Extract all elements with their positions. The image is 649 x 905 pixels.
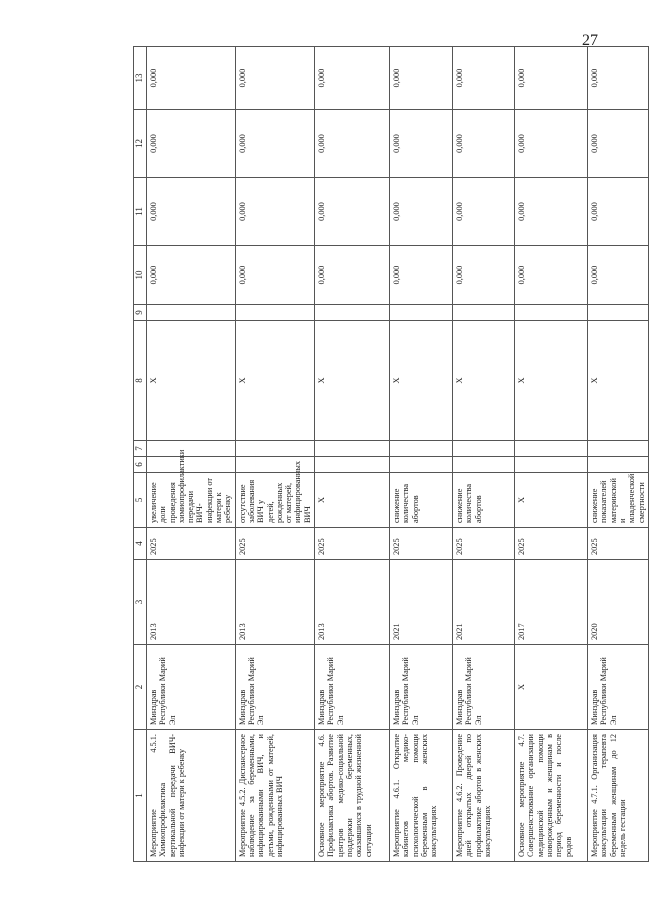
col7-cell: [315, 441, 390, 457]
col-number: 6: [134, 457, 147, 473]
value-col13: 0,000: [390, 47, 453, 110]
col9-cell: [147, 305, 236, 321]
value-col13: 0,000: [453, 47, 515, 110]
measure-name: Мероприятие 4.5.2. Диспансерное наблюдение за беременными, инфицированными ВИЧ, и детьми, рожденными от матерей, инфицированных ВИЧ: [235, 730, 314, 862]
value-col13: 0,000: [515, 47, 588, 110]
expected-result: снижение количества абортов: [390, 473, 453, 528]
table-row: [390, 47, 453, 862]
col-number: 10: [134, 246, 147, 305]
expected-result: снижение показателей материнской и младенческой смертности: [588, 473, 649, 528]
value-col11: 0,000: [453, 178, 515, 246]
col6-cell: [453, 457, 515, 473]
value-col12: 0,000: [453, 110, 515, 178]
rotated-table-container: [133, 47, 646, 862]
end-year: 2025: [147, 528, 236, 560]
value-col12: 0,000: [588, 110, 649, 178]
col7-cell: [515, 441, 588, 457]
start-year: 2021: [390, 560, 453, 645]
col9-cell: [588, 305, 649, 321]
value-col11: 0,000: [147, 178, 236, 246]
page-number: 27: [582, 32, 598, 49]
col9-cell: [235, 305, 314, 321]
value-col10: 0,000: [453, 246, 515, 305]
col-number: 9: [134, 305, 147, 321]
col7-cell: [235, 441, 314, 457]
x-mark: X: [147, 321, 236, 441]
col9-cell: [453, 305, 515, 321]
value-col12: 0,000: [315, 110, 390, 178]
value-col12: 0,000: [515, 110, 588, 178]
value-col11: 0,000: [588, 178, 649, 246]
start-year: 2017: [515, 560, 588, 645]
table-row: [515, 47, 588, 862]
x-mark: X: [588, 321, 649, 441]
value-col11: 0,000: [235, 178, 314, 246]
value-col13: 0,000: [147, 47, 236, 110]
value-col12: 0,000: [235, 110, 314, 178]
start-year: 2013: [147, 560, 236, 645]
value-col13: 0,000: [315, 47, 390, 110]
expected-result: снижение количества абортов: [453, 473, 515, 528]
col6-cell: [147, 457, 236, 473]
value-col10: 0,000: [588, 246, 649, 305]
col-number: 3: [134, 560, 147, 645]
start-year: 2021: [453, 560, 515, 645]
value-col10: 0,000: [315, 246, 390, 305]
measure-name: Мероприятие 4.6.1. Открытие кабинетов медико-психологической помощи беременным в женских консультациях: [390, 730, 453, 862]
executor: Минздрав Республики Марий Эл: [147, 645, 236, 730]
table-row: [235, 47, 314, 862]
end-year: 2025: [515, 528, 588, 560]
col6-cell: [515, 457, 588, 473]
col7-cell: [588, 441, 649, 457]
value-col10: 0,000: [235, 246, 314, 305]
value-col11: 0,000: [515, 178, 588, 246]
col-number: 8: [134, 321, 147, 441]
x-mark: X: [453, 321, 515, 441]
value-col11: 0,000: [390, 178, 453, 246]
table-row: [147, 47, 236, 862]
program-measures-table: [133, 46, 649, 862]
value-col11: 0,000: [315, 178, 390, 246]
table-row: [315, 47, 390, 862]
col7-cell: [453, 441, 515, 457]
measure-name: Мероприятие 4.6.2. Проведение дней открытых дверей по профилактике абортов в женских консультациях: [453, 730, 515, 862]
measure-name: Мероприятие 4.7.1. Организация консультации терапевта беременным женщинам до 12 недель гестации: [588, 730, 649, 862]
expected-result: X: [515, 473, 588, 528]
expected-result: увеличение доли проведения химиопрофилактики передачи ВИЧ-инфекции от матери к ребенку: [147, 473, 236, 528]
col-number: 2: [134, 645, 147, 730]
col9-cell: [390, 305, 453, 321]
col-number: 12: [134, 110, 147, 178]
executor: Минздрав Республики Марий Эл: [315, 645, 390, 730]
expected-result: X: [315, 473, 390, 528]
expected-result: отсутствие заболевания ВИЧ у детей, рожденных от матерей, инфицированных ВИЧ: [235, 473, 314, 528]
col9-cell: [315, 305, 390, 321]
executor: X: [515, 645, 588, 730]
col7-cell: [390, 441, 453, 457]
executor: Минздрав Республики Марий Эл: [235, 645, 314, 730]
end-year: 2025: [390, 528, 453, 560]
value-col10: 0,000: [390, 246, 453, 305]
x-mark: X: [235, 321, 314, 441]
value-col10: 0,000: [147, 246, 236, 305]
column-number-row: [134, 47, 147, 862]
end-year: 2025: [235, 528, 314, 560]
col-number: 5: [134, 473, 147, 528]
col6-cell: [390, 457, 453, 473]
value-col13: 0,000: [588, 47, 649, 110]
col-number: 1: [134, 730, 147, 862]
table-row: [453, 47, 515, 862]
col6-cell: [315, 457, 390, 473]
measure-name: Мероприятие 4.5.1. Химиопрофилактика вертикальной передачи ВИЧ-инфекции от матери к ребенку: [147, 730, 236, 862]
value-col13: 0,000: [235, 47, 314, 110]
col-number: 13: [134, 47, 147, 110]
x-mark: X: [315, 321, 390, 441]
end-year: 2025: [588, 528, 649, 560]
x-mark: X: [515, 321, 588, 441]
x-mark: X: [390, 321, 453, 441]
executor: Минздрав Республики Марий Эл: [453, 645, 515, 730]
end-year: 2025: [315, 528, 390, 560]
start-year: 2020: [588, 560, 649, 645]
col6-cell: [588, 457, 649, 473]
start-year: 2013: [235, 560, 314, 645]
col-number: 11: [134, 178, 147, 246]
measure-name: Основное мероприятие 4.6. Профилактика абортов. Развитие центров медико-социальной поддержки беременных, оказавшихся в трудной жизненной ситуации: [315, 730, 390, 862]
col7-cell: [147, 441, 236, 457]
table-row: [588, 47, 649, 862]
start-year: 2013: [315, 560, 390, 645]
executor: Минздрав Республики Марий Эл: [588, 645, 649, 730]
col-number: 4: [134, 528, 147, 560]
executor: Минздрав Республики Марий Эл: [390, 645, 453, 730]
end-year: 2025: [453, 528, 515, 560]
value-col12: 0,000: [147, 110, 236, 178]
measure-name: Основное мероприятие 4.7. Совершенствование организации медицинской помощи новорожденным и женщинам в период беременности и после родов: [515, 730, 588, 862]
value-col12: 0,000: [390, 110, 453, 178]
col9-cell: [515, 305, 588, 321]
col-number: 7: [134, 441, 147, 457]
value-col10: 0,000: [515, 246, 588, 305]
